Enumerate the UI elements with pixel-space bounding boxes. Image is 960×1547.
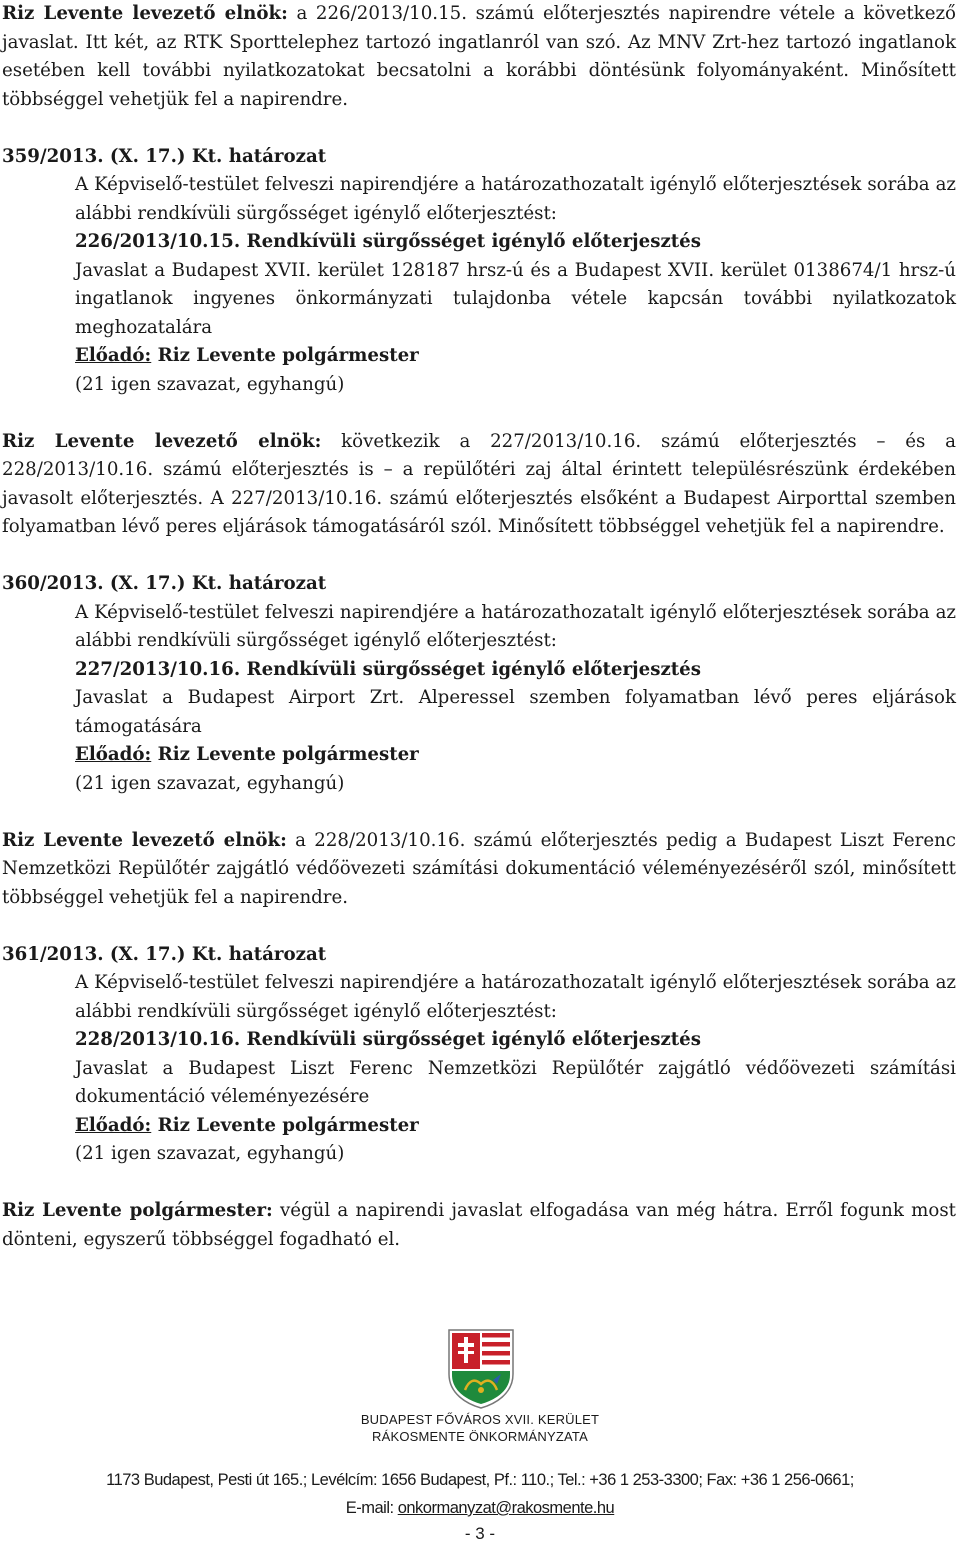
speech-paragraph xyxy=(2,1197,956,1254)
resolution-heading: 361/2013. (X. 17.) Kt. határozat xyxy=(2,943,327,965)
resolution-presenter xyxy=(75,741,956,770)
document-body xyxy=(2,0,956,1254)
speech-paragraph xyxy=(2,0,956,114)
speaker-name: Riz Levente polgármester: xyxy=(2,1200,273,1221)
presenter-name: Riz Levente polgármester xyxy=(157,744,419,765)
resolution-description: Javaslat a Budapest XVII. kerület 128187 hrsz-ú és a Budapest XVII. kerület 0138674/1 hrsz-ú ingatlanok ingyenes önkormányzati tulajdonba vétele kapcsán további nyilatkozatok meghozatalára xyxy=(75,259,956,338)
resolution-heading: 359/2013. (X. 17.) Kt. határozat xyxy=(2,145,327,167)
speech-text: a 226/2013/10.15. számú előterjesztés napirendre vétele a következő javaslat. Itt két, az RTK Sporttelephez tartozó ingatlanról van szó. Az MNV Zrt-hez tartozó ingatlanok esetében kell további nyilatkozatokat becsatolni a korábbi döntésünk folyományaként. Minősített többséggel vehetjük fel a napirendre. xyxy=(2,3,956,110)
resolution-presenter xyxy=(75,342,956,371)
presenter-name: Riz Levente polgármester xyxy=(157,1114,419,1136)
resolution-vote: (21 igen szavazat, egyhangú) xyxy=(75,373,345,395)
organization-name xyxy=(0,1411,960,1445)
resolution-item-title: 228/2013/10.16. Rendkívüli sürgősséget igénylő előterjesztés xyxy=(75,1029,701,1050)
resolution-block xyxy=(2,941,956,1169)
speaker-name: Riz Levente levezető elnök: xyxy=(2,430,322,452)
resolution-heading: 360/2013. (X. 17.) Kt. határozat xyxy=(2,573,327,594)
organization-line: BUDAPEST FŐVÁROS XVII. KERÜLET xyxy=(360,1412,600,1427)
resolution-description: Javaslat a Budapest Liszt Ferenc Nemzetközi Repülőtér zajgátló védőövezeti számítási dokumentáció véleményezésére xyxy=(75,1057,956,1107)
presenter-label: Előadó: xyxy=(75,345,152,366)
resolution-vote: (21 igen szavazat, egyhangú) xyxy=(75,772,345,794)
speech-text: következik a 227/2013/10.16. számú előterjesztés – és a 228/2013/10.16. számú előterjesztés is – a repülőtéri zaj által érintett településrészünk érdekében javasolt előterjesztés. A 227/2013/10.16. számú előterjesztés elsőként a Budapest Airporttal szemben folyamatban lévő peres eljárások támogatásáról szól. Minősített többséggel vehetjük fel a napirendre. xyxy=(2,430,956,537)
email-label: E-mail: xyxy=(345,1499,394,1517)
resolution-presenter xyxy=(75,1112,956,1141)
presenter-label: Előadó: xyxy=(75,744,152,765)
resolution-item-title: 226/2013/10.15. Rendkívüli sürgősséget igénylő előterjesztés xyxy=(75,231,701,252)
resolution-block xyxy=(2,570,956,798)
email-link[interactable]: onkormanyzat@rakosmente.hu xyxy=(397,1499,615,1517)
speech-text: végül a napirendi javaslat elfogadása van még hátra. Erről fogunk most dönteni, egyszerű többséggel fogadható el. xyxy=(2,1200,956,1250)
speaker-name: Riz Levente levezető elnök: xyxy=(2,3,288,24)
speaker-name: Riz Levente levezető elnök: xyxy=(2,829,287,851)
resolution-vote: (21 igen szavazat, egyhangú) xyxy=(75,1143,345,1164)
resolution-item-title: 227/2013/10.16. Rendkívüli sürgősséget igénylő előterjesztés xyxy=(75,658,701,680)
page-number: - 3 - xyxy=(464,1524,496,1543)
resolution-description: Javaslat a Budapest Airport Zrt. Alperessel szemben folyamatban lévő peres eljárások támogatására xyxy=(75,687,956,737)
speech-paragraph xyxy=(2,827,956,913)
speech-paragraph xyxy=(2,428,956,542)
contact-info xyxy=(0,1466,960,1522)
email-line xyxy=(0,1494,960,1522)
resolution-intro: A Képviselő-testület felveszi napirendjére a határozathozatalt igénylő előterjesztések sorába az alábbi rendkívüli sürgősséget igénylő előterjesztést: xyxy=(75,972,956,1022)
resolution-block xyxy=(2,143,956,400)
coat-of-arms-icon xyxy=(447,1328,515,1410)
speech-text: a 228/2013/10.16. számú előterjesztés pedig a Budapest Liszt Ferenc Nemzetközi Repülőtér zajgátló védőövezeti számítási dokumentáció véleményezéséről szól, minősített többséggel vehetjük fel a napirendre. xyxy=(2,829,956,908)
resolution-intro: A Képviselő-testület felveszi napirendjére a határozathozatalt igénylő előterjesztések sorába az alábbi rendkívüli sürgősséget igénylő előterjesztést: xyxy=(75,601,956,651)
resolution-intro: A Képviselő-testület felveszi napirendjére a határozathozatalt igénylő előterjesztések sorába az alábbi rendkívüli sürgősséget igénylő előterjesztést: xyxy=(75,174,956,224)
presenter-name: Riz Levente polgármester xyxy=(157,345,419,366)
presenter-label: Előadó: xyxy=(75,1114,152,1136)
organization-line: RÁKOSMENTE ÖNKORMÁNYZATA xyxy=(372,1429,588,1444)
postal-address: 1173 Budapest, Pesti út 165.; Levélcím: 1656 Budapest, Pf.: 110.; Tel.: +36 1 253-3300; Fax: +36 1 256-0661; xyxy=(106,1471,854,1489)
